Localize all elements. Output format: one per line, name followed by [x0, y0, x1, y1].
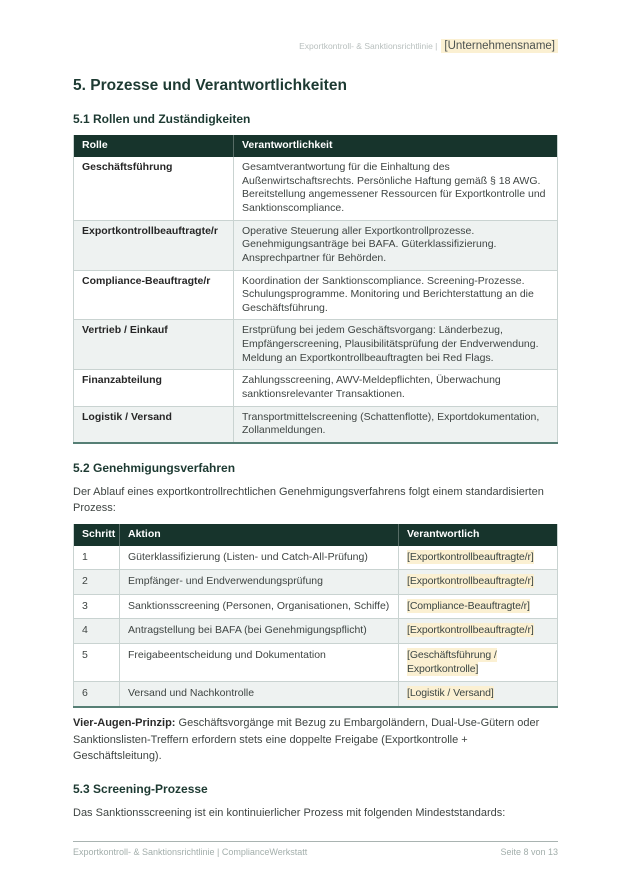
four-eyes-note-label: Vier-Augen-Prinzip:: [73, 717, 176, 730]
responsible-cell: [399, 546, 558, 570]
role-cell: Finanzabteilung: [74, 370, 234, 406]
steps-table-header-row: [74, 524, 558, 546]
step-cell: 2: [74, 570, 120, 595]
action-cell: Freigabeentscheidung und Dokumentation: [120, 644, 399, 682]
table-row: [74, 320, 558, 370]
responsibility-cell: Koordination der Sanktionscompliance. Screening-Prozesse. Schulungsprogramme. Monitoring und Berichterstattung an die Geschäftsführung.: [234, 270, 558, 320]
roles-table-header-row: [74, 135, 558, 157]
action-cell: Sanktionsscreening (Personen, Organisationen, Schiffe): [120, 594, 399, 619]
responsibility-cell: Zahlungsscreening, AWV-Meldepflichten, Überwachung sanktionsrelevanter Transaktionen.: [234, 370, 558, 406]
footer-doc-title: Exportkontroll- & Sanktionsrichtlinie | ComplianceWerkstatt: [73, 847, 308, 857]
role-cell: Logistik / Versand: [74, 406, 234, 443]
header-company-placeholder: [Unternehmensname]: [441, 39, 558, 53]
step-cell: 1: [74, 546, 120, 570]
header-doc-title: Exportkontroll- & Sanktionsrichtlinie |: [299, 41, 438, 51]
table-row: [74, 270, 558, 320]
table-row: [74, 406, 558, 443]
action-cell: Empfänger- und Endverwendungsprüfung: [120, 570, 399, 595]
step-cell: 3: [74, 594, 120, 619]
responsibility-cell: Gesamtverantwortung für die Einhaltung des Außenwirtschaftsrechts. Persönliche Haftung gemäß § 18 AWG. Bereitstellung angemessener Ressourcen für Exportkontrolle und Sanktionscompliance.: [234, 157, 558, 220]
responsibility-cell: Erstprüfung bei jedem Geschäftsvorgang: Länderbezug, Empfängerscreening, Plausibilitätsprüfung der Endverwendung. Meldung an Exportkontrollbeauftragten bei Red Flags.: [234, 320, 558, 370]
responsible-cell: [399, 594, 558, 619]
page-header: [73, 36, 558, 54]
action-cell: Güterklassifizierung (Listen- und Catch-All-Prüfung): [120, 546, 399, 570]
column-header-responsible: Verantwortlich: [399, 524, 558, 546]
action-cell: Versand und Nachkontrolle: [120, 682, 399, 707]
table-row: [74, 570, 558, 595]
column-header-responsibility: Verantwortlichkeit: [234, 135, 558, 157]
responsible-placeholder: [Exportkontrollbeauftragte/r]: [407, 550, 534, 563]
role-cell: Compliance-Beauftragte/r: [74, 270, 234, 320]
column-header-role: Rolle: [74, 135, 234, 157]
page-footer: [73, 841, 558, 857]
responsible-placeholder: [Exportkontrollbeauftragte/r]: [407, 575, 534, 588]
four-eyes-note: [73, 715, 558, 765]
action-cell: Antragstellung bei BAFA (bei Genehmigungspflicht): [120, 619, 399, 644]
section-heading-5-3: 5.3 Screening-Prozesse: [73, 781, 208, 796]
table-row: [74, 682, 558, 707]
approval-steps-table: [73, 524, 558, 708]
table-row: [74, 644, 558, 682]
role-cell: Exportkontrollbeauftragte/r: [74, 220, 234, 270]
step-cell: 5: [74, 644, 120, 682]
section-5-3-intro: Das Sanktionsscreening ist ein kontinuierlicher Prozess mit folgenden Mindeststandards:: [73, 806, 506, 819]
column-header-step: Schritt: [74, 524, 120, 546]
responsibility-cell: Transportmittelscreening (Schattenflotte), Exportdokumentation, Zollanmeldungen.: [234, 406, 558, 443]
responsible-placeholder: [Exportkontrollbeauftragte/r]: [407, 624, 534, 637]
footer-page-number: Seite 8 von 13: [500, 847, 558, 857]
responsible-placeholder: [Logistik / Versand]: [407, 687, 494, 700]
page-title: 5. Prozesse und Verantwortlichkeiten: [73, 77, 347, 94]
table-row: [74, 546, 558, 570]
responsible-cell: [399, 682, 558, 707]
table-row: [74, 619, 558, 644]
section-heading-5-2: 5.2 Genehmigungsverfahren: [73, 460, 236, 475]
section-5-2-intro: Der Ablauf eines exportkontrollrechtlichen Genehmigungsverfahrens folgt einem standardisierten Prozess:: [73, 485, 544, 515]
roles-table: [73, 135, 558, 444]
column-header-action: Aktion: [120, 524, 399, 546]
step-cell: 6: [74, 682, 120, 707]
role-cell: Vertrieb / Einkauf: [74, 320, 234, 370]
table-row: [74, 370, 558, 406]
section-heading-5-1: 5.1 Rollen und Zuständigkeiten: [73, 112, 251, 127]
table-row: [74, 594, 558, 619]
responsibility-cell: Operative Steuerung aller Exportkontrollprozesse. Genehmigungsanträge bei BAFA. Güterklassifizierung. Ansprechpartner für Behörden.: [234, 220, 558, 270]
four-eyes-note-text: Geschäftsvorgänge mit Bezug zu Embargoländern, Dual-Use-Gütern oder Sanktionslisten-Treffern erfordern stets eine doppelte Freigabe (Exportkontrolle + Geschäftsleitung).: [73, 717, 540, 763]
responsible-placeholder: [Compliance-Beauftragte/r]: [407, 599, 530, 612]
step-cell: 4: [74, 619, 120, 644]
table-row: [74, 157, 558, 220]
responsible-cell: [399, 644, 558, 682]
role-cell: Geschäftsführung: [74, 157, 234, 220]
table-row: [74, 220, 558, 270]
responsible-placeholder: [Geschäftsführung / Exportkontrolle]: [407, 649, 497, 675]
responsible-cell: [399, 619, 558, 644]
responsible-cell: [399, 570, 558, 595]
